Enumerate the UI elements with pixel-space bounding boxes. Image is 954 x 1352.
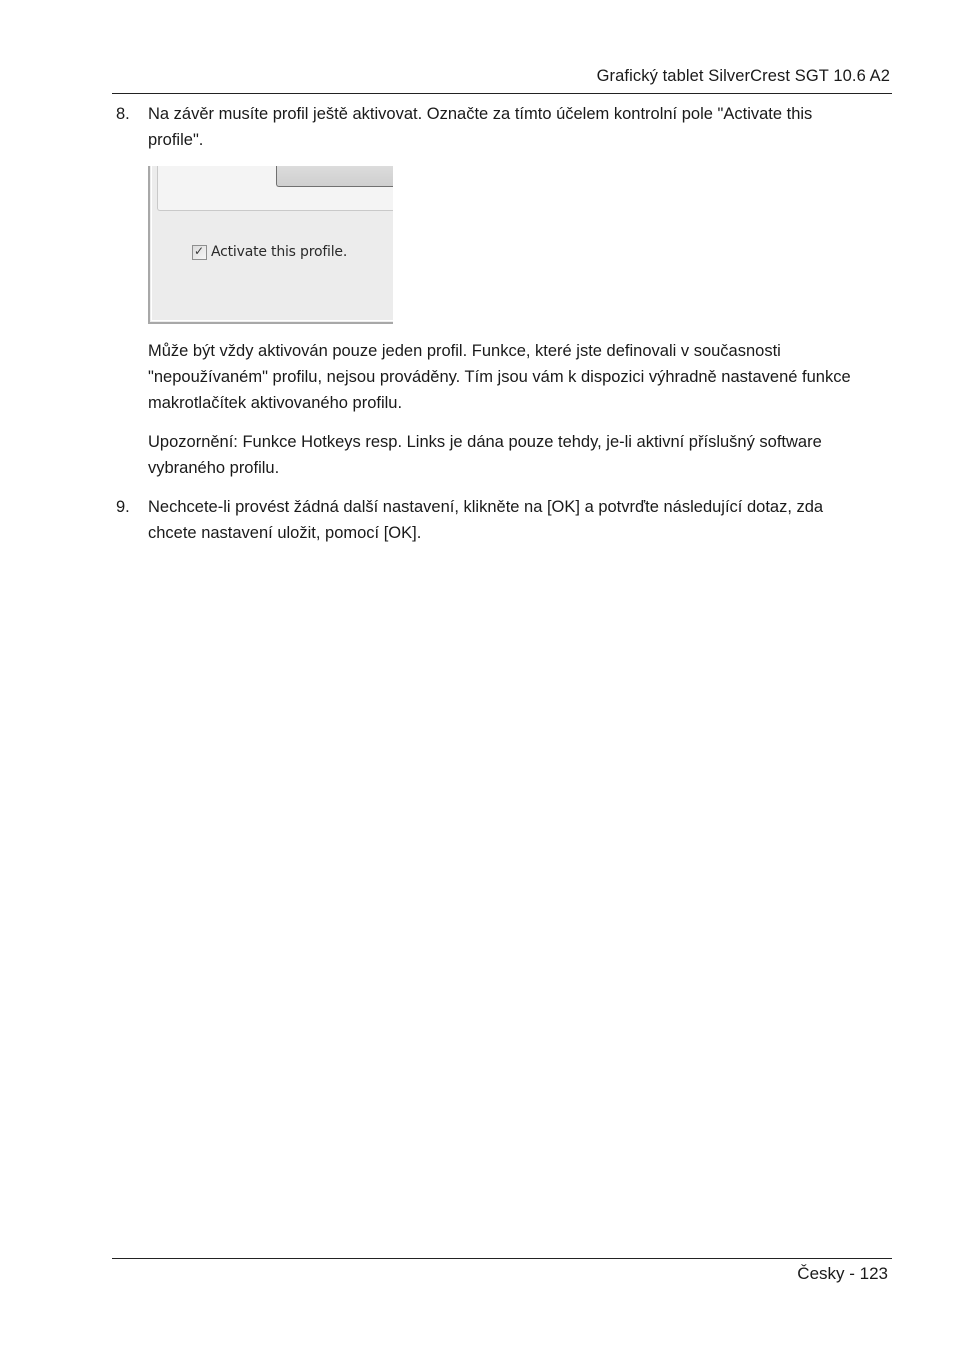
step-number: 9. (116, 498, 130, 516)
step-9 (112, 494, 872, 546)
activate-profile-label: Activate this profile. (211, 244, 348, 260)
step-8 (112, 101, 872, 153)
step-number: 8. (116, 105, 130, 123)
step-text: Nechcete-li provést žádná další nastavení, klikněte na [OK] a potvrďte následující dotaz, zda chcete nastavení uložit, pomocí [OK]. (148, 498, 824, 542)
dialog-frame-left (148, 166, 150, 322)
header-title: Grafický tablet SilverCrest SGT 10.6 A2 (596, 67, 890, 85)
page-number: Česky - 123 (797, 1264, 888, 1283)
dialog-frame-bottom-highlight (151, 320, 393, 321)
dialog-upper-panel (157, 166, 393, 211)
page-footer (112, 1258, 892, 1283)
dialog-screenshot (148, 166, 393, 324)
activate-profile-option[interactable] (192, 243, 347, 261)
page-header (112, 64, 892, 94)
note-paragraph: Upozornění: Funkce Hotkeys resp. Links je dána pouze tehdy, je-li aktivní příslušný software vybraného profilu. (148, 433, 822, 477)
activate-profile-checkbox[interactable] (192, 245, 207, 260)
dialog-button[interactable] (276, 166, 393, 187)
dialog-frame-bottom (148, 322, 393, 324)
info-paragraph: Může být vždy aktivován pouze jeden profil. Funkce, které jste definovali v současnosti "nepoužívaném" profilu, nejsou prováděny. Tím jsou vám k dispozici výhradně nastavené funkce makrotlačítek aktivovaného profilu. (148, 342, 851, 412)
page-content (112, 101, 872, 546)
dialog-frame-highlight (151, 166, 152, 320)
checkmark-icon: ✓ (194, 243, 205, 258)
step-text: Na závěr musíte profil ještě aktivovat. Označte za tímto účelem kontrolní pole "Activate this profile". (148, 105, 813, 149)
